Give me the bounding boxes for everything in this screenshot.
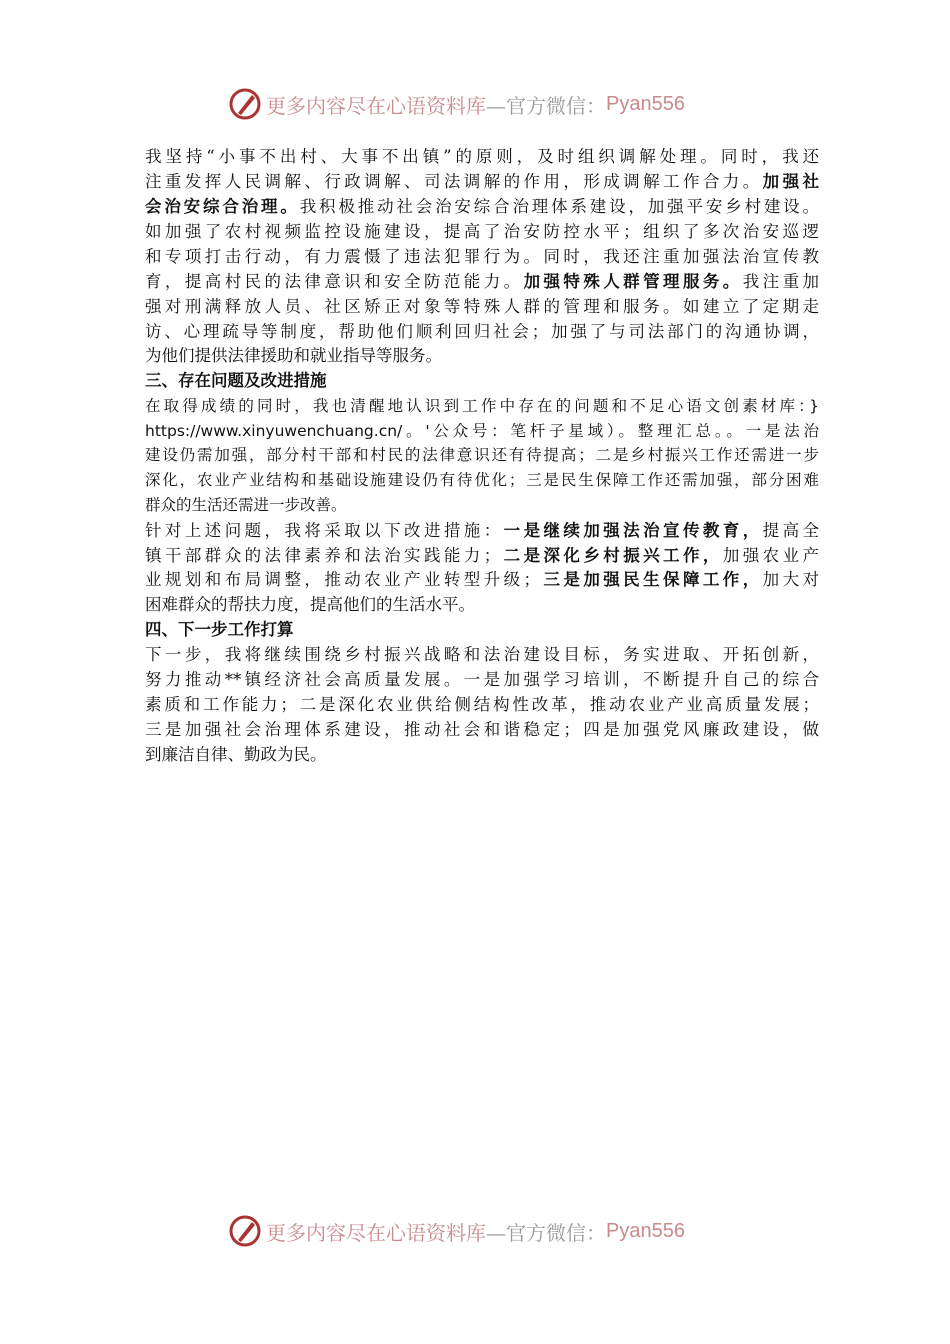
pen-logo-icon — [228, 87, 262, 121]
text-line — [145, 196, 819, 218]
text: 我坚持“小事不出村、大事不出镇”的原则，及时组织调解处理。同时，我还 — [145, 147, 819, 166]
text-line: 建设仍需加强，部分村干部和村民的法律意识还有待提高；二是乡村振兴工作还需进一步 — [145, 446, 819, 464]
text-line — [145, 545, 819, 567]
bold-text: 会治安综合治理。 — [145, 197, 300, 216]
watermark-wechat-id: Pyan556 — [606, 92, 685, 115]
watermark-wechat-id: Pyan556 — [606, 1219, 685, 1242]
text: 困难群众的帮扶力度，提高他们的生活水平。 — [145, 595, 475, 614]
text-line — [145, 345, 819, 367]
watermark-text: 更多内容尽在心语资料库 — [266, 1220, 486, 1245]
watermark-label: —官方微信： — [486, 1220, 606, 1245]
text: 针对上述问题，我将采取以下改进措施： — [145, 521, 504, 540]
text-line: 在取得成绩的同时，我也清醒地认识到工作中存在的问题和不足心语文创素材库：} — [145, 397, 819, 415]
text-line: 三是加强社会治理体系建设，推动社会和谐稳定；四是加强党风廉政建设，做 — [145, 720, 819, 739]
text-line — [145, 171, 819, 193]
text-line: 努力推动**镇经济社会高质量发展。一是加强学习培训，不断提升自己的综合 — [145, 670, 819, 689]
text: 和专项打击行动，有力震慑了违法犯罪行为。同时，我还注重加强法治宣传教 — [145, 247, 819, 266]
text-line: 深化，农业产业结构和基础设施建设仍有待优化；三是民生保障工作还需加强，部分困难 — [145, 471, 819, 489]
text: 提高全 — [762, 521, 820, 540]
text: 我注重加 — [742, 272, 820, 291]
text-line — [145, 520, 819, 542]
text: 业规划和布局调整，推动农业产业转型升级； — [145, 570, 541, 589]
text-line — [145, 569, 819, 591]
text-line — [145, 321, 819, 343]
text-line — [145, 246, 819, 268]
bold-text: 加强特殊人群管理服务。 — [523, 272, 743, 291]
text: 加强农业产 — [722, 546, 820, 565]
text-line — [145, 594, 819, 616]
text-line: 群众的生活还需进一步改善。 — [145, 496, 347, 514]
text-line — [145, 221, 819, 243]
bold-text: 三是加强民生保障工作， — [540, 570, 763, 589]
section-heading-4: 四、下一步工作打算 — [145, 620, 294, 639]
text-line — [145, 146, 819, 168]
text-line: https://www.xinyuwenchuang.cn/。'公众号：笔杆子星域）。整理汇总。。一是法治 — [145, 422, 819, 440]
text: 如加强了农村视频监控设施建设，提高了治安防控水平；组织了多次治安巡逻 — [145, 222, 819, 241]
text-line — [145, 271, 819, 293]
footer-watermark — [228, 1211, 728, 1251]
text: 注重发挥人民调解、行政调解、司法调解的作用，形成调解工作合力。 — [145, 172, 763, 191]
text: 访、心理疏导等制度，帮助他们顺利回归社会；加强了与司法部门的沟通协调， — [145, 322, 819, 341]
text-line: 到廉洁自律、勤政为民。 — [145, 745, 327, 764]
text-line: 下一步，我将继续围绕乡村振兴战略和法治建设目标，务实进取、开拓创新， — [145, 645, 819, 664]
text: 育，提高村民的法律意识和安全防范能力。 — [145, 272, 524, 291]
watermark-text: 更多内容尽在心语资料库 — [266, 93, 486, 118]
text: 为他们提供法律援助和就业指导等服务。 — [145, 346, 442, 365]
header-watermark — [228, 84, 728, 124]
text-line — [145, 296, 819, 318]
bold-text: 加强社 — [762, 172, 820, 191]
text-line: 素质和工作能力；二是深化农业供给侧结构性改革，推动农业产业高质量发展； — [145, 695, 819, 714]
text: 加大对 — [762, 570, 820, 589]
watermark-label: —官方微信： — [486, 93, 606, 118]
bold-text: 二是深化乡村振兴工作， — [500, 546, 723, 565]
bold-text: 一是继续加强法治宣传教育， — [503, 521, 763, 540]
text: 镇干部群众的法律素养和法治实践能力； — [145, 546, 501, 565]
section-heading-3: 三、存在问题及改进措施 — [145, 371, 327, 390]
text: 我积极推动社会治安综合治理体系建设，加强平安乡村建设。 — [299, 197, 820, 216]
pen-logo-icon — [228, 1214, 262, 1248]
text: 强对刑满释放人员、社区矫正对象等特殊人群的管理和服务。如建立了定期走 — [145, 297, 819, 316]
